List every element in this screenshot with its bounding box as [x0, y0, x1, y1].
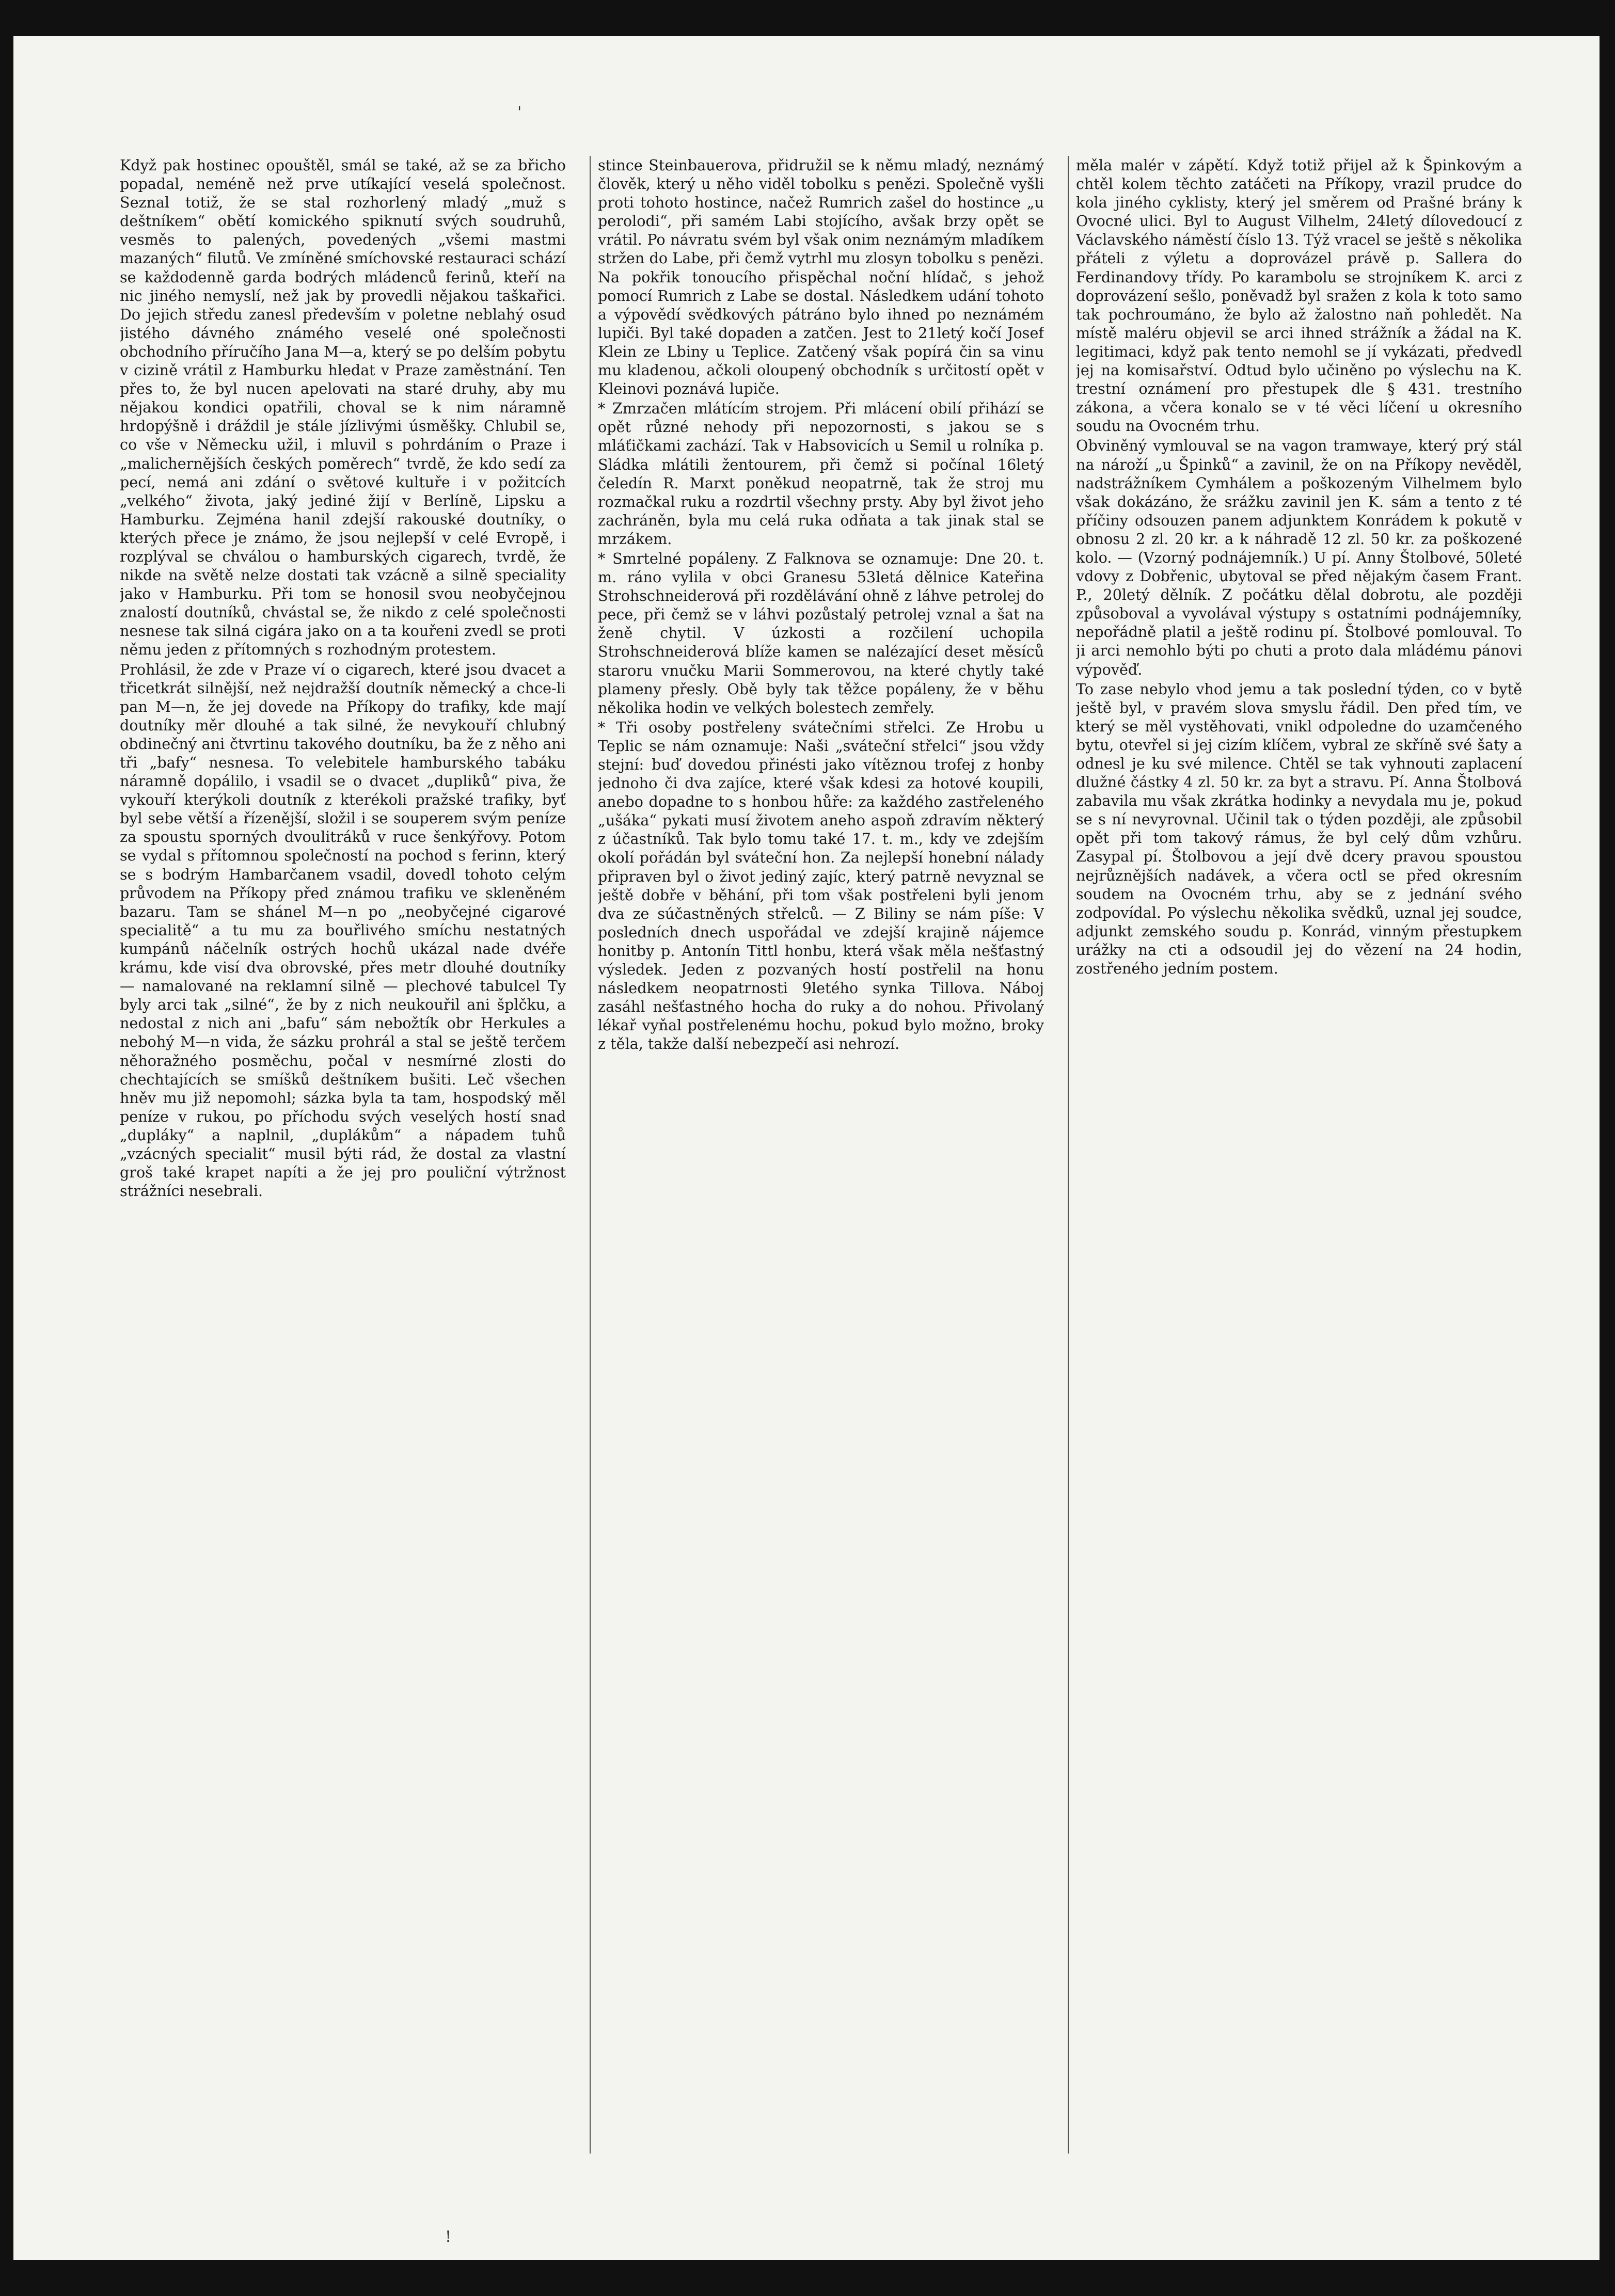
col1-paragraph-1: Když pak hostinec opouštěl, smál se také, až se za břicho popadal, neméně než prve utíkající veselá společnost. Seznal totiž, že se stal rozhorlený mladý „muž s deštníkem“ obětí komického spiknutí svých soudruhů, vesměs to palených, povedených „všemi mastmi mazaných“ filutů. Ve zmíněné smíchovské restauraci schází se každodenně garda bodrých mládenců ferinů, kteří na nic jiného nemyslí, než jak by provedli nějakou taškařici. Do jejich středu zanesl především v poletne neblahý osud jistého dávného známého veselé oné společnosti obchodního příručího Jana M—a, který se po delším pobytu v cizině vrátil z Hamburku hledat v Praze zaměstnání. Ten přes to, že byl nucen apelovati na staré druhy, aby mu nějakou kondici opatřili, choval se k nim náramně hrdopýšně i dráždil je stále jízlivými úsměšky. Chlubil se, co vše v Německu užil, i mluvil s pohrdáním o Praze i „malichernějších českých poměrech“ tvrdě, že kdo sedí za pecí, nemá ani zdání o světové kultuře i v požitcích „velkého“ života, jaký jediné žijí v Berlíně, Lipsku a Hamburku. Zejména hanil zdejší rakouské doutníky, o kterých přece je známo, že jsou nejlepší v celé Evropě, i rozplýval se chválou o hamburských cigarech, tvrdě, že nikde na světě nelze dostati tak vzácně a silně speciality jako v Hamburku. Při tom se honosil svou neobyčejnou znalostí doutníků, chvástal se, že nikdo z celé společnosti nesnese tak silná cigára jako on a ta kouřeni zvedl se proti němu jeden z přítomných s rozhodným protestem. — [120, 156, 566, 659]
column-2 — [598, 156, 1044, 2169]
col1-paragraph-2: Prohlásil, že zde v Praze ví o cigarech, které jsou dvacet a třicetkrát silnější, než nejdražší doutník německý a chce-li pan M—n, že jej dovede na Příkopy do trafiky, kde mají doutníky měr dlouhé a tak silné, že nevykouří chlubný obdinečný ani čtvrtinu takového doutníku, ba že z něho ani tři „bafy“ nesnesa. To velebitele hamburského tabáku náramně dopálilo, i vsadil se o dvacet „dupliků“ piva, že vykouří kterýkoli doutník z kterékoli pražské trafiky, byť byl sebe větší a řízenější, složil i se souperem svým peníze za spoustu sporných dvoulitráků v ruce šenkýřovy. Potom se vydal s přítomnou společností na pochod s ferinn, který se s bodrým Hambarčanem vsadil, dovedl tohoto celým průvodem na Příkopy před známou trafiku ve skleněném bazaru. Tam se shánel M—n po „neobyčejné cigarové specialitě“ a tu mu za bouřlivého smíchu nestatných kumpánů náčelník ostrých hochů ukázal nade dvéře krámu, kde visí dva obrovské, přes metr dlouhé doutníky — namalované na reklamní silně — plechové tabulcel Ty byly arci tak „silné“, že by z nich neukouřil ani šplčku, a nedostal z nich ani „bafu“ sám nebožtík obr Herkules a nebohý M—n vida, že sázku prohrál a stal se ještě terčem něhoražného posměchu, počal v nesmírné zlosti do chechtajících se smíšků deštníkem bušiti. Leč všechen hněv mu již nepomohl; sázka byla ta tam, hospodský měl peníze v rukou, po příchodu svých veselých hostí snad „dupláky“ a naplnil, „duplákům“ a nápadem tuhů „vzácných specialit“ musil býti rád, že dostal za vlastní groš také krapet napíti a že jej pro pouliční výtržnost strážníci nesebrali. — [120, 660, 566, 1200]
scan-mark-bottom: ! — [445, 2228, 452, 2246]
col3-paragraph-2: Obviněný vymlouval se na vagon tramwaye, který prý stál na nároží „u Špinků“ a zavinil, že on na Příkopy nevěděl, nadstrážníkem Cymhálem a poškozeným Vilhelmem bylo však dokázáno, že srážku zavinil jen K. sám a tento z té příčiny odsouzen panem adjunktem Konrádem k pokutě v obnosu 2 zl. 20 kr. a k náhradě 12 zl. 50 kr. za poškozené kolo. — (Vzorný podnájemník.) U pí. Anny Štolbové, 50leté vdovy z Dobřenic, ubytoval se před nějakým časem Frant. P., 20letý dělník. Z počátku dělal dobrotu, ale později způsoboval a vyvolával výstupy s ostatními podnájemníky, nepořádně platil a ještě rodinu pí. Štolbové pomlouval. To ji arci nemohlo býti po chuti a proto dala mládému pánovi výpověď. — [1076, 437, 1522, 678]
scan-border-top — [0, 0, 1615, 36]
article-columns — [120, 156, 1522, 2169]
scan-border-left — [0, 0, 13, 2296]
column-3 — [1076, 156, 1522, 2169]
scan-border-right — [1600, 0, 1615, 2296]
column-1 — [120, 156, 566, 2169]
col3-paragraph-3: To zase nebylo vhod jemu a tak poslední týden, co v bytě ještě byl, v pravém slova smyslu řádil. Den před tím, ve který se měl vystěhovati, vnikl odpoledne do uzamčeného bytu, otevřel si jej cizím klíčem, vybral ze skříně své šaty a odnesl je ku své milence. Chtěl se tak vyhnouti zaplacení dlužné částky 4 zl. 50 kr. za byt a stravu. Pí. Anna Štolbová zabavila mu však zkrátka hodinky a nevydala mu je, pokud se s ní nevyrovnal. Učinil tak o týden později, ale způsobil opět při tom takový rámus, že byl celý dům vzhůru. Zasypal pí. Štolbovou a její dvě dcery pravou spoustou nejrůznějších nadávek, a včera octl se před okresním soudem na Ovocném trhu, aby se z jednání svého zodpovídal. Po výslechu několika svědků, uznal jej soudce, adjunkt zemského soudu p. Konrád, vinným přestupkem urážky na cti a odsoudil jej do vězení na 24 hodin, zostřeného jedním postem. — [1076, 680, 1522, 978]
col2-paragraph-1: stince Steinbauerova, přidružil se k němu mladý, neznámý člověk, který u něho viděl tobolku s penězi. Společně vyšli proti tohoto hostince, načež Rumrich zašel do hostince „u perolodi“, při samém Labi stojícího, avšak brzy opět se vrátil. Po návratu svém byl však onim neznámým mladíkem stržen do Labe, při čemž vytrhl mu zlosyn tobolku s penězi. Na pokřik tonoucího přispěchal noční hlídač, s jehož pomocí Rumrich z Labe se dostal. Následkem udání tohoto a výpovědí svědkových pátráno bylo ihned po neznámém lupiči. Byl také dopaden a zatčen. Jest to 21letý kočí Josef Klein ze Lbiny u Teplice. Zatčený však popírá čin sa vinu mu kladenou, ačkoli oloupený obchodník s určitostí opět v Kleinovi poznává lupiče. — [598, 156, 1044, 398]
col2-paragraph-4: * Tři osoby postřeleny svátečními střelci. Ze Hrobu u Teplic se nám oznamuje: Naši „sváteční střelci“ jsou vždy stejní: buď dovedou přinésti jako vítěznou trofej z honby jednoho či dva zajíce, které však kdesi za hotové koupili, anebo dopadne to s honbou hůře: za každého zastřeleného „ušáka“ pykati musí životem aneho aspoň zdravím některý z účastníků. Tak bylo tomu také 17. t. m., kdy ve zdejším okolí pořádán byl sváteční hon. Za nejlepší honební nálady připraven byl o život jediný zajíc, který patrně nevyznal se ještě dobře v běhání, při tom však postřeleni byli jenom dva ze súčastněných střelců. — Z Biliny se nám píše: V posledních dnech uspořádal ve zdejší krajině nájemce honitby p. Antonín Tittl honbu, která však měla nešťastný výsledek. Jeden z pozvaných hostí postřelil na honu následkem neopatrnosti 9letého synka Tillova. Náboj zasáhl nešťastného hocha do ruky a do nohou. Přivolaný lékař vyňal postřelenému hochu, pokud bylo možno, broky z těla, takže další nebezpečí asi nehrozí. — [598, 718, 1044, 1053]
col2-paragraph-2: * Zmrzačen mlátícím strojem. Při mlácení obilí přihází se opět různé nehody při nepozornosti, s jakou se s mláťičkami zachází. Tak v Habsovicích u Semil u rolníka p. Sládka mlátili žentourem, při čemž si počínal 16letý čeledín R. Marxt poněkud neopatrně, tak že stroj mu rozmačkal ruku a rozdrtil všechny prsty. Aby byl život jeho zachráněn, byla mu celá ruka odňata a tak jinak stal se mrzákem. — [598, 400, 1044, 548]
scan-border-bottom — [0, 2260, 1615, 2296]
col2-paragraph-3: * Smrtelné popáleny. Z Falknova se oznamuje: Dne 20. t. m. ráno vylila v obci Granesu 53letá dělnice Kateřina Strohschneiderová při rozdělávání ohně z láhve petrolej do pece, při čemž se v láhvi pozůstalý petrolej vznal a šat na ženě chytil. V úzkosti a rozčilení uchopila Strohschneiderová blíže kamen se nalézající deset měsíců staroru vnučku Marii Sommerovou, na které chytly také plameny přesly. Obě byly tak těžce popáleny, že v běhu několika hodin ve velkých bolestech zemřely. — [598, 549, 1044, 716]
col3-paragraph-1: měla malér v zápětí. Když totiž přijel až k Špinkovým a chtěl kolem těchto zatáčeti na Příkopy, vrazil prudce do kola jiného cyklisty, který jel směrem od Prašné brány k Ovocné ulici. Byl to August Vilhelm, 24letý dílovedoucí z Václavského náměstí číslo 13. Týž vracel se ještě s několika přáteli z výletu a doprovázel právě p. Sallera do Ferdinandovy třídy. Po karambolu se strojníkem K. arci z doprovázení sešlo, poněvadž byl sražen z kola k toto samo tak pochroumáno, že bylo až žalostno naň pohledět. Na místě maléru objevil se arci ihned strážník a žádal na K. legitimaci, když pak tento nemohl se jí vykázati, předvedl jej na komisařství. Odtud bylo učiněno po výslechu na K. trestní oznámení pro přestupek dle § 431. trestního zákona, a včera konalo se v té věci líčení u okresního soudu na Ovocném trhu. — [1076, 156, 1522, 435]
scan-mark-top: ' — [517, 103, 522, 121]
